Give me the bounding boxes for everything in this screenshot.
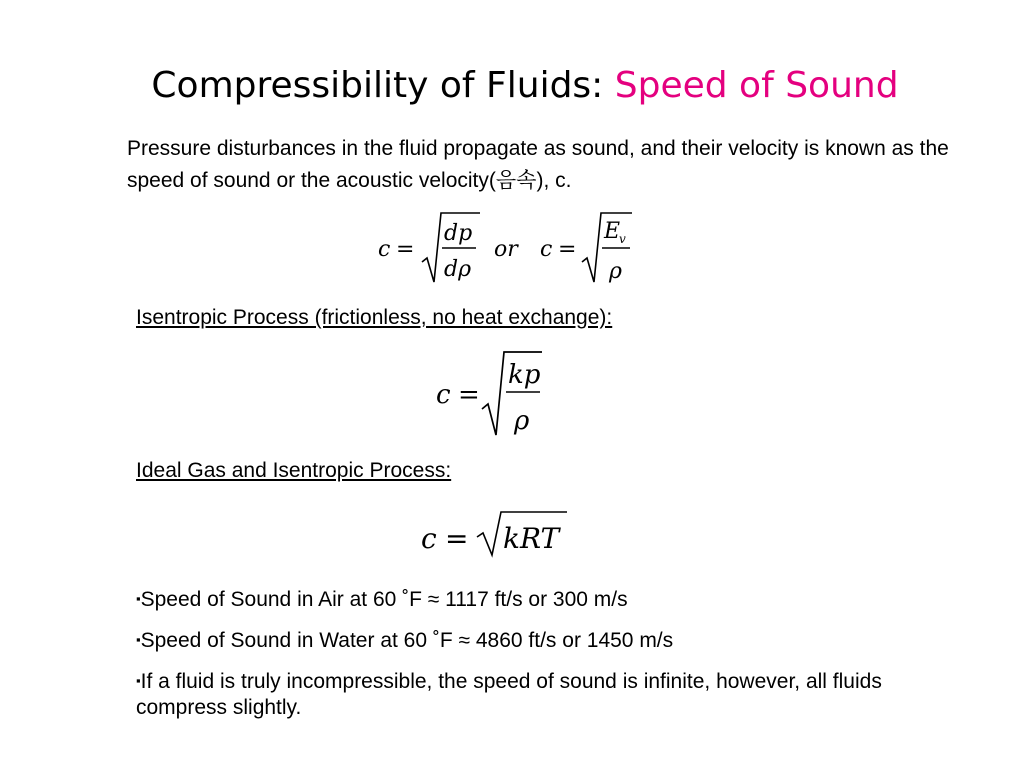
- eq1-equals-1: =: [396, 237, 415, 262]
- bullet-marker: ▪: [136, 591, 141, 606]
- eq2-denominator: ρ: [514, 406, 530, 436]
- eq2-lhs: c: [436, 380, 451, 410]
- eq3-equals: =: [445, 522, 469, 555]
- eq3-lhs: c: [421, 522, 437, 555]
- equation-ideal-gas: [415, 505, 575, 561]
- intro-paragraph: Pressure disturbances in the fluid propagate as sound, and their velocity is known as the speed of sound or the acoustic velocity(음속), c.: [127, 137, 949, 192]
- bullet-item-water: [136, 627, 896, 654]
- eq1-numerator-2: E: [604, 219, 621, 244]
- eq2-numerator: kp: [508, 360, 541, 390]
- eq1-or: or: [494, 237, 518, 262]
- title-main: Compressibility of Fluids:: [151, 65, 615, 106]
- eq1-numerator-1: dp: [444, 221, 473, 246]
- bullet-text: Speed of Sound in Air at 60 ˚F ≈ 1117 ft/s or 300 m/s: [140, 588, 628, 611]
- eq1-denominator-1: dρ: [444, 257, 472, 282]
- bullet-marker: ▪: [136, 632, 141, 647]
- bullet-marker: ▪: [136, 673, 141, 688]
- eq2-equals: =: [458, 380, 480, 410]
- eq1-lhs-1: c: [378, 237, 391, 262]
- eq1-numerator-2-subscript: v: [619, 232, 626, 246]
- equation-speed-of-sound: [370, 206, 650, 296]
- slide-title: [0, 62, 1024, 110]
- bullet-item-air: [136, 586, 896, 613]
- equation-isentropic: [430, 347, 560, 443]
- eq1-lhs-2: c: [540, 237, 553, 262]
- bullet-item-incompressible: [136, 668, 896, 721]
- bullet-text: If a fluid is truly incompressible, the speed of sound is infinite, however, all fluids compress slightly.: [136, 670, 882, 719]
- eq3-radicand: kRT: [503, 522, 560, 555]
- bullet-list: [136, 586, 896, 735]
- eq1-denominator-2: ρ: [609, 259, 622, 284]
- bullet-text: Speed of Sound in Water at 60 ˚F ≈ 4860 ft/s or 1450 m/s: [140, 629, 674, 652]
- heading-ideal-gas-process: Ideal Gas and Isentropic Process:: [136, 459, 452, 482]
- eq1-equals-2: =: [558, 237, 577, 262]
- heading-isentropic-process: Isentropic Process (frictionless, no heat exchange):: [136, 306, 613, 329]
- title-accent: Speed of Sound: [614, 65, 899, 106]
